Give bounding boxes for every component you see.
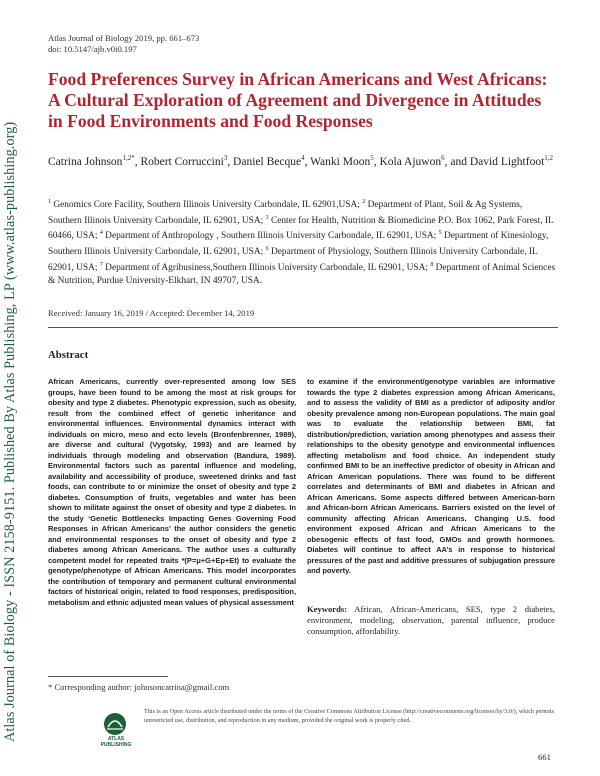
author-affiliation-marker: 6 — [441, 154, 445, 162]
license-text: This is an Open Access article distributed under the terms of the Creative Commons Attribution License (http://creativecommons.org/licenses/by/3.0/), which permits unrestricted use, distribution, and reproduction in any medium, provided the original work is properly cited. — [144, 708, 555, 724]
author-name: Daniel Becque — [233, 155, 302, 168]
author-separator: , and — [444, 155, 470, 168]
affiliation-text: Genomics Core Facility, Southern Illinois University Carbondale, IL 62901,USA; — [51, 200, 363, 211]
affiliation-text: Department of Agribusiness,Southern Illinois University Carbondale, IL 62901, USA; — [102, 263, 431, 273]
affiliation-number: 6 — [265, 246, 269, 253]
affiliation-number: 8 — [430, 261, 434, 268]
footnote-rule — [48, 676, 168, 677]
affiliation-text: Department of Animal Sciences & Nutrition, Purdue University-Elkhart, IN 49707, USA. — [48, 263, 556, 286]
affiliation-text: Department of Kinesiology, Southern Illinois University Carbondale, IL 62901, USA; — [48, 231, 549, 258]
doi: doi: 10.5147/ajb.v0i0.197 — [48, 44, 137, 54]
page-number: 661 — [538, 752, 551, 762]
article-title: Food Preferences Survey in African Americans and West Africans: A Cultural Exploration of Agreement and Divergence in Attitudes in Food Environments and Food Responses — [48, 69, 548, 131]
affiliations — [48, 196, 558, 287]
affiliation-text: Department of Anthropology , Southern Illinois University Carbondale, IL 62901, USA; — [102, 231, 439, 242]
journal-sidebar — [0, 0, 26, 776]
author-name: Catrina Johnson — [48, 155, 123, 168]
keywords-text: African, African-Americans, SES, type 2 diabetes, environment, modeling, observation, parental influence, produce consumption, affordability. — [307, 604, 555, 636]
keywords-label: Keywords: — [307, 604, 348, 614]
affiliation-text: Center for Health, Nutrition & Biomedicine P.O. Box 1062, Park Forest, IL 60466, USA; — [48, 215, 554, 242]
affiliation-text: Department of Plant, Soil & Ag Systems, Southern Illinois University Carbondale, IL 62901, USA; — [48, 200, 523, 226]
affiliation-number: 1 — [48, 199, 51, 205]
affiliation-number: 5 — [438, 230, 442, 237]
logo-wordmark: ATLAS PUBLISHING — [100, 736, 132, 748]
affiliation-number: 7 — [99, 261, 103, 268]
author-name: David Lightfoot — [469, 155, 545, 168]
affiliation-number: 3 — [265, 214, 269, 221]
affiliation-number: 2 — [362, 199, 366, 205]
affiliation-number: 4 — [99, 230, 103, 237]
keywords — [307, 604, 555, 636]
abstract-heading: Abstract — [48, 349, 89, 361]
author-list — [48, 150, 558, 171]
journal-reference: Atlas Journal of Biology 2019, pp. 661–673 — [48, 33, 200, 43]
journal-header — [48, 33, 199, 55]
author-separator: , — [304, 155, 311, 168]
sidebar-journal-text: Atlas Journal of Biology - ISSN 2158-9151. Published By Atlas Publishing, LP (www.atlas-publishing.org) — [2, 121, 18, 742]
divider-top — [48, 327, 558, 328]
author-affiliation-marker: 5 — [370, 154, 374, 162]
abstract-column-1: African Americans, currently over-represented among low SES groups, have been found to be among the most at risk groups for obesity and type 2 diabetes. Phenotypic expression, such as obesity, result from the combined effect of genetic inheritance and environmental influences. Environmental dynamics interact with individuals on micro, meso and ecto levels (Bronfenbrenner, 1989), are diverse and cultural (Vygotsky, 1993) and are learned by individuals through modeling and observation (Bandura, 1989). Environmental factors such as parental influence and modeling, availability and accessibility of produce, sweetened drinks and fast foods, can contribute to or minimize the onset of obesity and type 2 diabetes. Consumption of fruits, vegetables and water has been shown to militate against the onset of obesity and type 2 diabetes. In the study ‘Genetic Bottlenecks Impacting Genes Governing Food Responses in African Americans’ the author considers the genetic and environmental responses to the onset of obesity and type 2 diabetes among African Americans. The author uses a culturally competent model for repeated traits *(P=μ+G+Ep+Et) to evaluate the genotype/phenotype of African Americans. This model incorporates the contribution of temporary and permanent cultural environmental factors of historical origin, related to food responses, predisposition, metabolism and ethnic adjusted mean values of physical assessment — [48, 377, 296, 607]
author-name: Robert Corruccini — [140, 155, 224, 168]
received-accepted-dates: Received: January 16, 2019 / Accepted: December 14, 2019 — [48, 308, 255, 318]
author-separator: , — [373, 155, 380, 168]
author-affiliation-marker: 4 — [301, 154, 305, 162]
author-affiliation-marker: 1,2* — [122, 154, 135, 162]
corresponding-author: * Corresponding author: johnsoncatrina@gmail.com — [48, 682, 230, 692]
author-name: Kola Ajuwon — [379, 155, 442, 168]
abstract-column-2: to examine if the environment/genotype variables are informative towards the type 2 diabetes expression among African Americans, and to assess the validity of BMI as a predictor of adiposity and/or obesity prevalence among non-European populations. The main goal was to evaluate the relationship between BMI, fat distribution/prediction, variation among phenotypes and assess their relationships to the obesity genotype and environmental influences affecting metabolism and food choice. An independent study confirmed BMI to be an ineffective predictor of obesity in African and African American populations. There was found to be different correlates and determinants of BMI and diabetes in African and African Americans. Some aspects differed between American-born and African-born African Americans. Barriers existed on the level of community affecting African Americans. Changing U.S. food environment exposed African and African Americans to the obesogenic effects of fast food, GMOs and growth hormones. Diabetes will continue to affect AA’s in response to historical pressures of the past and additive pressures of subjugation pressure and poverty. — [307, 377, 555, 575]
author-affiliation-marker: 3 — [223, 154, 228, 162]
author-name: Wanki Moon — [310, 155, 371, 168]
author-separator: , — [227, 155, 234, 168]
author-separator: , — [134, 155, 141, 168]
author-affiliation-marker: 1,2 — [544, 154, 554, 162]
affiliation-text: Department of Physiology, Southern Illinois University Carbondale, IL 62901, USA; — [48, 247, 538, 273]
atlas-publishing-logo — [102, 711, 128, 737]
